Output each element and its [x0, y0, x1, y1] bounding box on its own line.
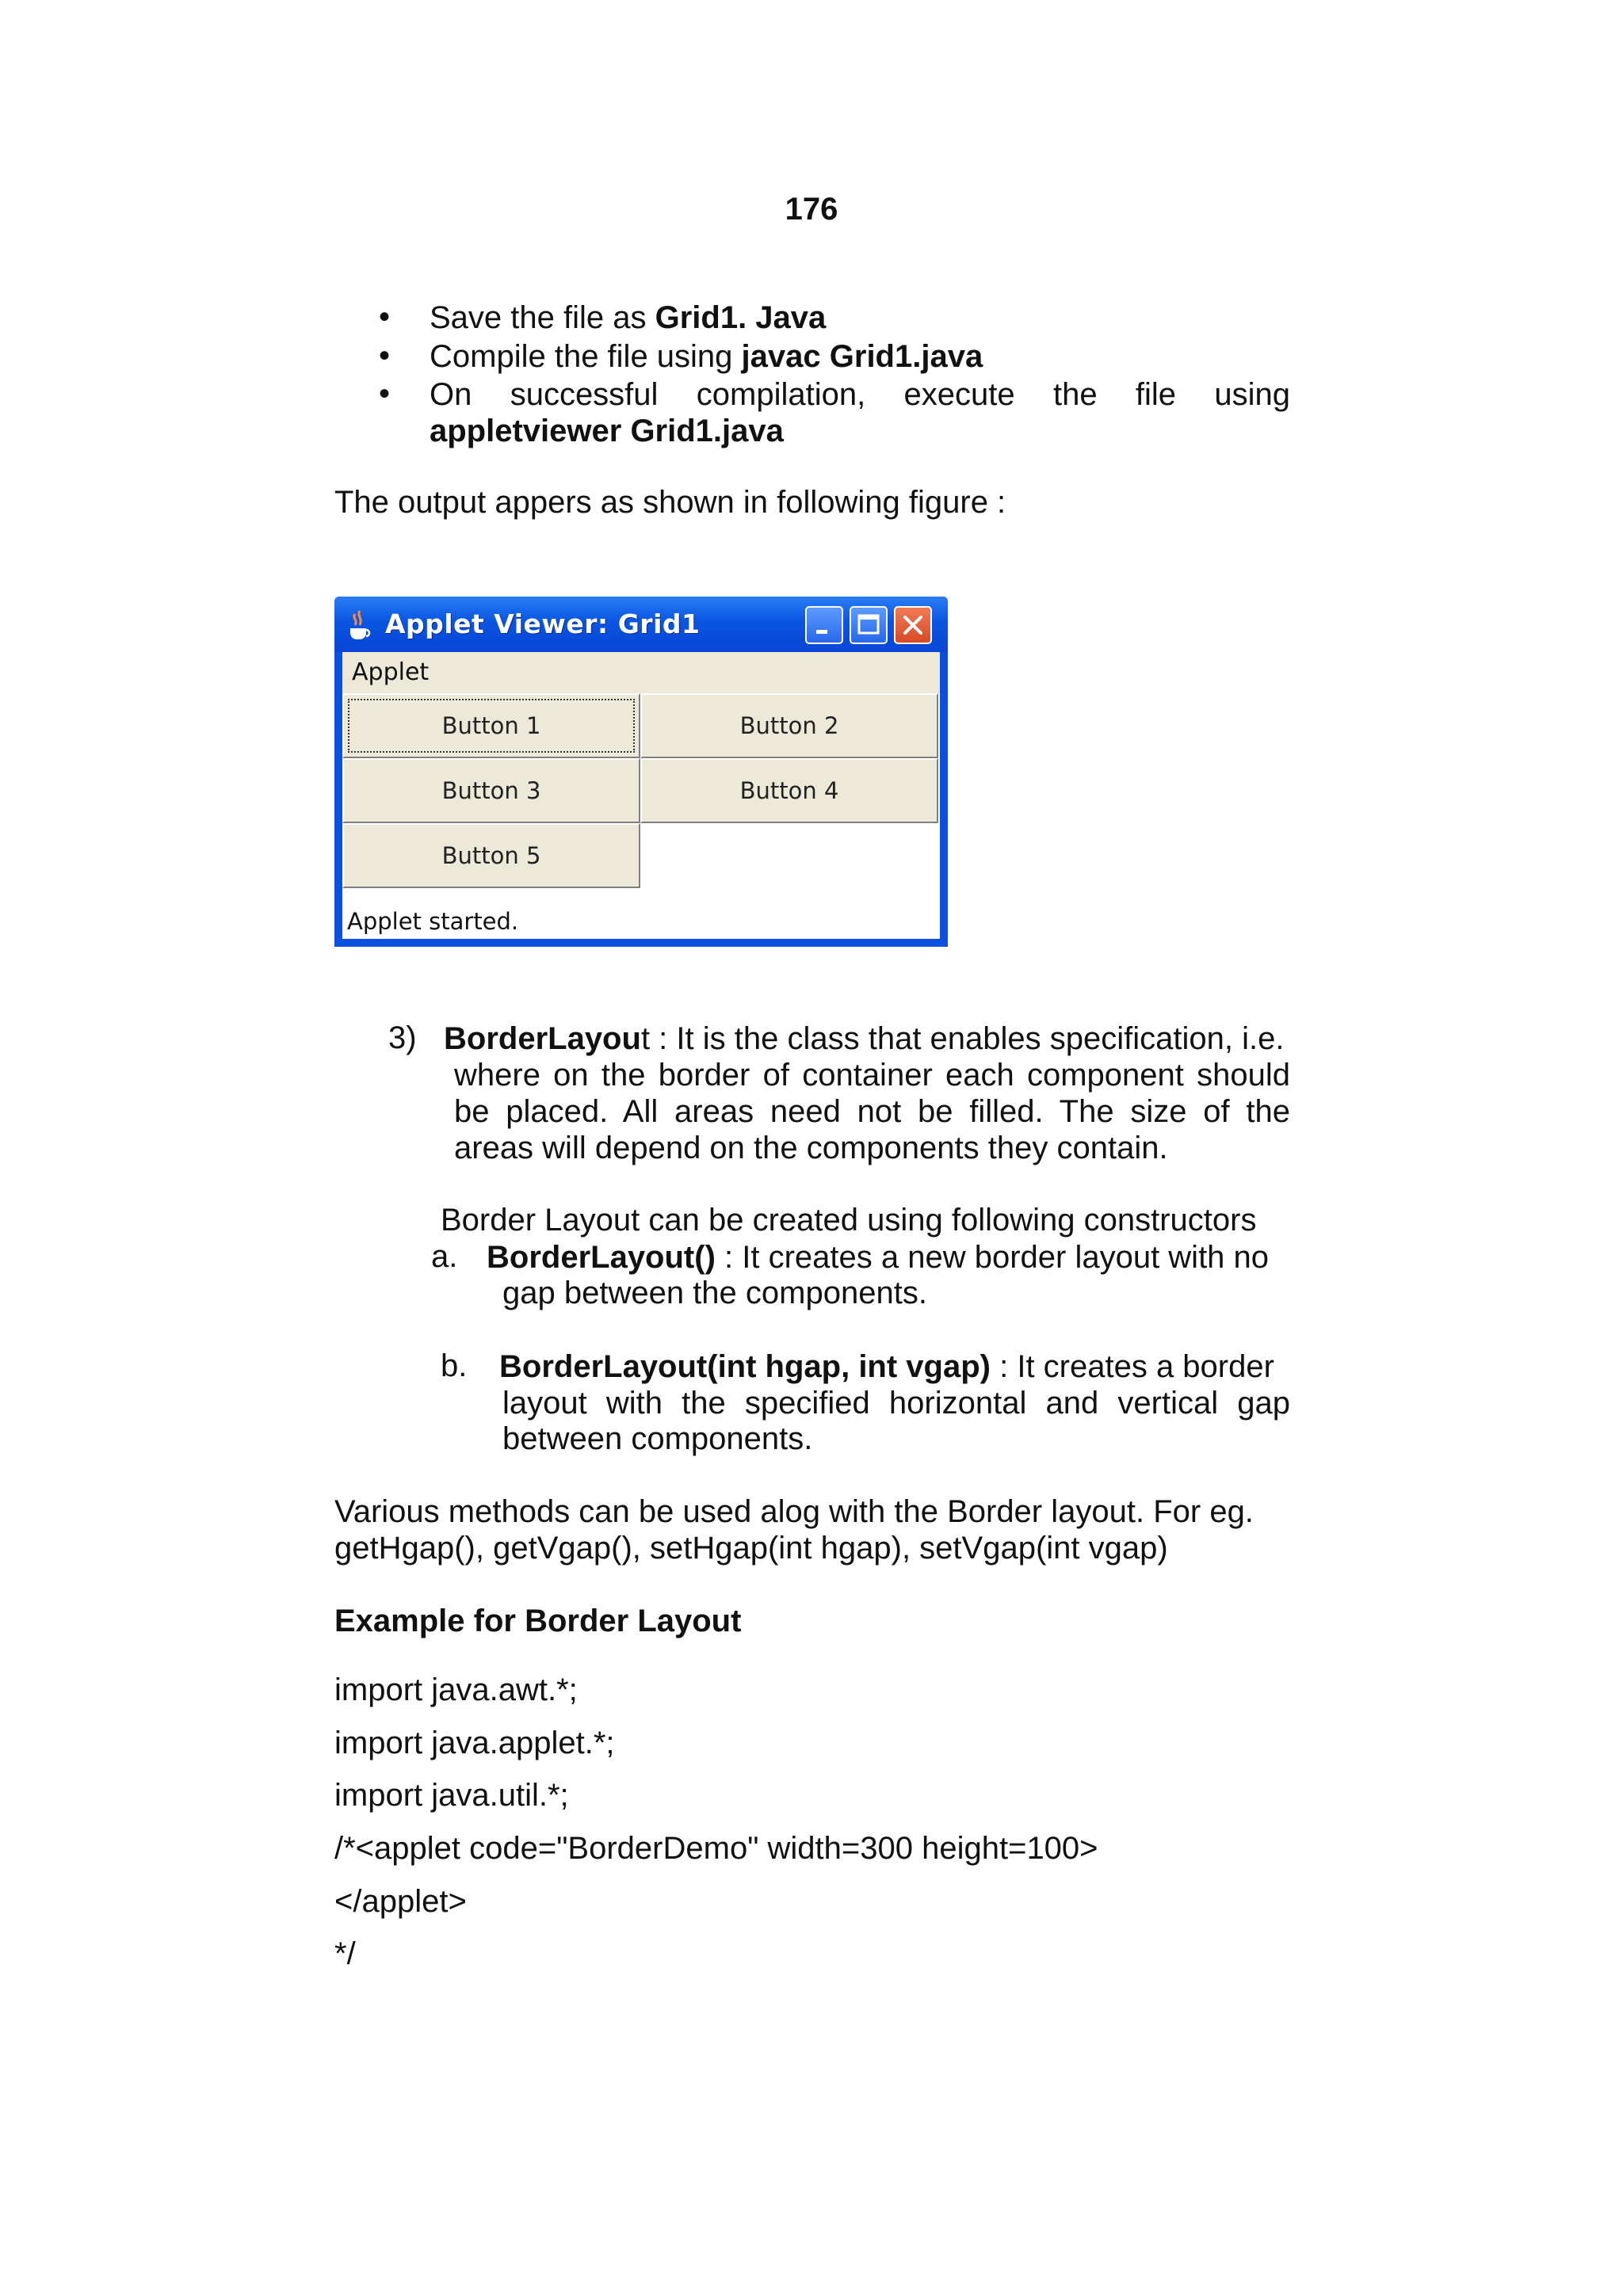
page-number: 176 [785, 192, 838, 227]
button-3[interactable]: Button 3 [342, 758, 640, 823]
code-line: </applet> [334, 1884, 467, 1919]
bullet-execute: On successful compilation, execute the file using [430, 377, 1290, 412]
constructor-b: BorderLayout(int hgap, int vgap) : It creates a border [499, 1349, 1274, 1384]
code-line: /*<applet code="BorderDemo" width=300 height=100> [334, 1831, 1098, 1866]
code-line: */ [334, 1936, 356, 1971]
minimize-button[interactable] [805, 606, 843, 644]
close-button[interactable] [894, 606, 932, 644]
bullet-dot: • [379, 376, 391, 411]
section3-line: areas will depend on the components they contain. [454, 1131, 1168, 1165]
applet-viewer-window [334, 597, 948, 947]
title-bar[interactable] [334, 597, 948, 652]
bullet-compile: Compile the file using javac Grid1.java [430, 339, 983, 374]
constructor-b-line2: layout with the specified horizontal and vertical gap [502, 1386, 1290, 1421]
maximize-icon [851, 608, 886, 643]
bullet-save: Save the file as Grid1. Java [430, 300, 827, 335]
button-4[interactable]: Button 4 [640, 758, 938, 823]
close-icon [896, 608, 930, 643]
bullet-execute-cont: appletviewer Grid1.java [430, 414, 784, 448]
status-bar [342, 904, 940, 939]
button-1[interactable]: Button 1 [342, 693, 640, 758]
maximize-button[interactable] [850, 606, 888, 644]
methods-list: getHgap(), getVgap(), setHgap(int hgap), setVgap(int vgap) [334, 1531, 1168, 1566]
constructor-a-line2: gap between the components. [502, 1276, 927, 1310]
constructor-b-line3: between components. [502, 1421, 813, 1456]
section3-line: where on the border of container each component should [454, 1058, 1290, 1093]
section3-first-line: BorderLayout : It is the class that enables specification, i.e. [444, 1021, 1285, 1056]
methods-text: Various methods can be used alog with the Border layout. For eg. [334, 1494, 1254, 1529]
status-text: Applet started. [347, 908, 519, 935]
java-cup-icon [344, 609, 372, 641]
example-heading: Example for Border Layout [334, 1604, 742, 1638]
constructor-a: BorderLayout() : It creates a new border layout with no [487, 1240, 1270, 1275]
bullet-dot: • [379, 299, 391, 334]
bullet-dot: • [379, 338, 391, 373]
section3-line: be placed. All areas need not be filled. The size of the [454, 1094, 1290, 1129]
code-line: import java.applet.*; [334, 1726, 615, 1760]
code-line: import java.awt.*; [334, 1672, 578, 1707]
constructor-b-marker: b. [441, 1348, 468, 1383]
window-bottom-border [334, 939, 948, 947]
menu-bar [342, 652, 940, 693]
menu-applet[interactable]: Applet [352, 658, 430, 686]
window-title: Applet Viewer: Grid1 [385, 608, 701, 639]
constructors-intro: Border Layout can be created using following constructors [441, 1203, 1257, 1238]
minimize-icon [807, 608, 842, 643]
constructor-a-marker: a. [431, 1239, 458, 1274]
output-intro: The output appers as shown in following figure : [334, 485, 1006, 520]
button-2[interactable]: Button 2 [640, 693, 938, 758]
applet-client-area [342, 652, 940, 939]
button-5[interactable]: Button 5 [342, 823, 640, 888]
code-line: import java.util.*; [334, 1778, 569, 1813]
section-number: 3) [388, 1020, 417, 1055]
